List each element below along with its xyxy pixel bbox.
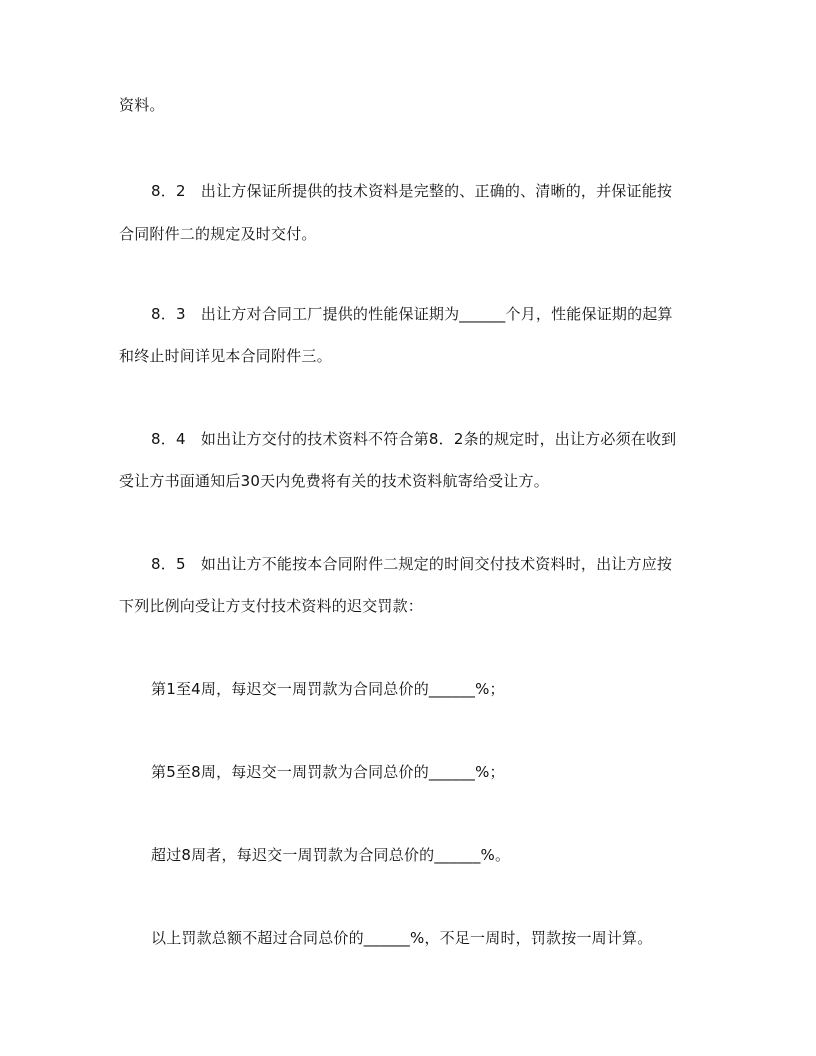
penalty-total-cap: 以上罚款总额不超过合同总价的______%，不足一周时，罚款按一周计算。 (151, 929, 653, 947)
clause-8-5-line-1: 8．5 如出让方不能按本合同附件二规定的时间交付技术资料时，出让方应按 (151, 555, 673, 573)
clause-8-2-line-2: 合同附件二的规定及时交付。 (119, 225, 317, 243)
clause-8-2-line-1: 8．2 出让方保证所提供的技术资料是完整的、正确的、清晰的，并保证能按 (151, 182, 673, 200)
clause-8-3-line-2: 和终止时间详见本合同附件三。 (119, 347, 332, 365)
penalty-over-8-weeks: 超过8周者，每迟交一周罚款为合同总价的______%。 (151, 846, 511, 864)
penalty-weeks-5-8: 第5至8周，每迟交一周罚款为合同总价的______%； (151, 763, 505, 781)
clause-8-4-line-2: 受让方书面通知后30天内免费将有关的技术资料航寄给受让方。 (119, 472, 549, 490)
clause-8-4-line-1: 8．4 如出让方交付的技术资料不符合第8．2条的规定时，出让方必须在收到 (151, 430, 677, 448)
clause-8-5-line-2: 下列比例向受让方支付技术资料的迟交罚款： (119, 597, 424, 615)
penalty-weeks-1-4: 第1至4周，每迟交一周罚款为合同总价的______%； (151, 680, 505, 698)
paragraph-line: 资料。 (119, 96, 165, 114)
clause-8-3-line-1: 8．3 出让方对合同工厂提供的性能保证期为______个月，性能保证期的起算 (151, 305, 673, 323)
